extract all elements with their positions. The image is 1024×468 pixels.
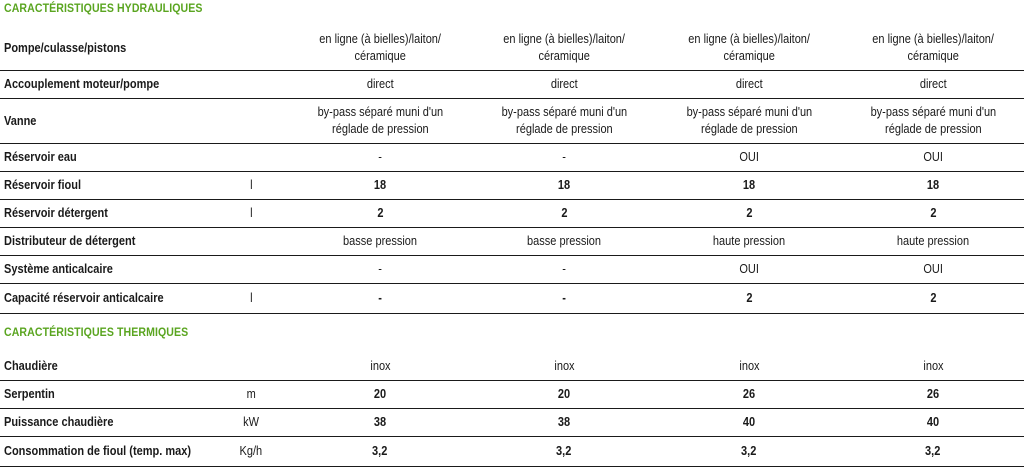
value-cell: haute pression	[712, 234, 786, 248]
table-row	[0, 437, 1024, 467]
table-row	[0, 71, 1024, 99]
value-cell: 38	[373, 415, 387, 429]
row-unit: l	[249, 178, 253, 192]
row-label-reservoir-eau: Réservoir eau	[4, 150, 77, 164]
value-cell: inox	[553, 358, 575, 373]
value-cell: direct	[366, 77, 394, 91]
value-cell: basse pression	[342, 234, 417, 248]
value-cell: haute pression	[896, 234, 970, 248]
value-cell: 26	[742, 387, 756, 401]
row-label-accouplement-moteur-pompe: Accouplement moteur/pompe	[4, 77, 160, 91]
row-unit	[236, 99, 266, 143]
value-cell: 18	[926, 178, 940, 192]
row-label-vanne: Vanne	[4, 113, 37, 128]
value-cell: 40	[742, 415, 756, 429]
value-cell: 3,2	[372, 444, 388, 458]
table-row	[0, 99, 1024, 144]
value-cell: 3,2	[925, 444, 941, 458]
section-title-thermal: CARACTÉRISTIQUES THERMIQUES	[4, 325, 189, 339]
value-cell: 2	[560, 206, 568, 220]
row-label-serpentin: Serpentin	[4, 387, 55, 401]
row-unit	[236, 228, 266, 255]
value-cell: 40	[926, 415, 940, 429]
table-row	[0, 381, 1024, 409]
row-unit	[236, 256, 266, 283]
value-cell: -	[562, 262, 566, 276]
value-cell: by-pass séparé muni d'un réglade de pression	[870, 105, 996, 136]
value-cell: 18	[742, 178, 756, 192]
value-cell: en ligne (à bielles)/laiton/ céramique	[503, 32, 625, 63]
value-cell: OUI	[923, 262, 943, 276]
value-cell: direct	[919, 77, 947, 91]
row-unit: l	[249, 291, 253, 305]
value-cell: -	[562, 291, 566, 305]
value-cell: OUI	[739, 150, 759, 164]
row-label-puissance-chaudiere: Puissance chaudière	[4, 415, 114, 429]
value-cell: direct	[735, 77, 763, 91]
value-cell: inox	[369, 358, 391, 373]
table-row	[0, 228, 1024, 256]
row-label-capacite-reservoir-anticalcaire: Capacité réservoir anticalcaire	[4, 291, 164, 305]
row-unit: m	[246, 387, 256, 401]
value-cell: 38	[557, 415, 571, 429]
table-row	[0, 172, 1024, 200]
table-row	[0, 200, 1024, 228]
row-label-pompe-culasse-pistons: Pompe/culasse/pistons	[4, 40, 127, 55]
value-cell: OUI	[923, 150, 943, 164]
value-cell: -	[378, 262, 382, 276]
value-cell: direct	[550, 77, 578, 91]
value-cell: 2	[745, 206, 753, 220]
table-row	[0, 409, 1024, 437]
row-unit	[236, 26, 266, 70]
value-cell: 18	[557, 178, 571, 192]
value-cell: en ligne (à bielles)/laiton/ céramique	[872, 32, 994, 63]
row-label-consommation-de-fioul-temp-max: Consommation de fioul (temp. max)	[4, 444, 192, 458]
value-cell: 3,2	[741, 444, 757, 458]
value-cell: 2	[929, 206, 937, 220]
table-row	[0, 144, 1024, 172]
value-cell: en ligne (à bielles)/laiton/ céramique	[688, 32, 810, 63]
value-cell: 20	[373, 387, 387, 401]
value-cell: by-pass séparé muni d'un réglade de pression	[686, 105, 812, 136]
row-label-reservoir-detergent: Réservoir détergent	[4, 206, 108, 220]
value-cell: -	[562, 150, 566, 164]
value-cell: by-pass séparé muni d'un réglade de pression	[317, 105, 443, 136]
row-label-reservoir-fioul: Réservoir fioul	[4, 178, 82, 192]
row-unit: Kg/h	[239, 444, 263, 458]
value-cell: 3,2	[556, 444, 572, 458]
row-unit: l	[249, 206, 253, 220]
table-row	[0, 284, 1024, 314]
value-cell: inox	[922, 358, 944, 373]
value-cell: -	[378, 150, 382, 164]
row-unit	[236, 352, 266, 380]
value-cell: inox	[738, 358, 760, 373]
value-cell: 2	[376, 206, 384, 220]
value-cell: 2	[745, 291, 753, 305]
value-cell: basse pression	[526, 234, 601, 248]
row-label-chaudiere: Chaudière	[4, 358, 58, 373]
table-row	[0, 352, 1024, 381]
table-row	[0, 26, 1024, 71]
row-unit	[236, 71, 266, 98]
value-cell: 26	[926, 387, 940, 401]
row-label-systeme-anticalcaire: Système anticalcaire	[4, 262, 113, 276]
table-row	[0, 256, 1024, 284]
value-cell: 18	[373, 178, 387, 192]
value-cell: 2	[929, 291, 937, 305]
value-cell: en ligne (à bielles)/laiton/ céramique	[319, 32, 441, 63]
value-cell: OUI	[739, 262, 759, 276]
row-unit	[236, 144, 266, 171]
row-unit: kW	[243, 415, 259, 429]
value-cell: -	[378, 291, 382, 305]
value-cell: by-pass séparé muni d'un réglade de pression	[501, 105, 627, 136]
row-label-distributeur-de-detergent: Distributeur de détergent	[4, 234, 136, 248]
value-cell: 20	[557, 387, 571, 401]
section-title-hydraulics: CARACTÉRISTIQUES HYDRAULIQUES	[4, 1, 203, 15]
